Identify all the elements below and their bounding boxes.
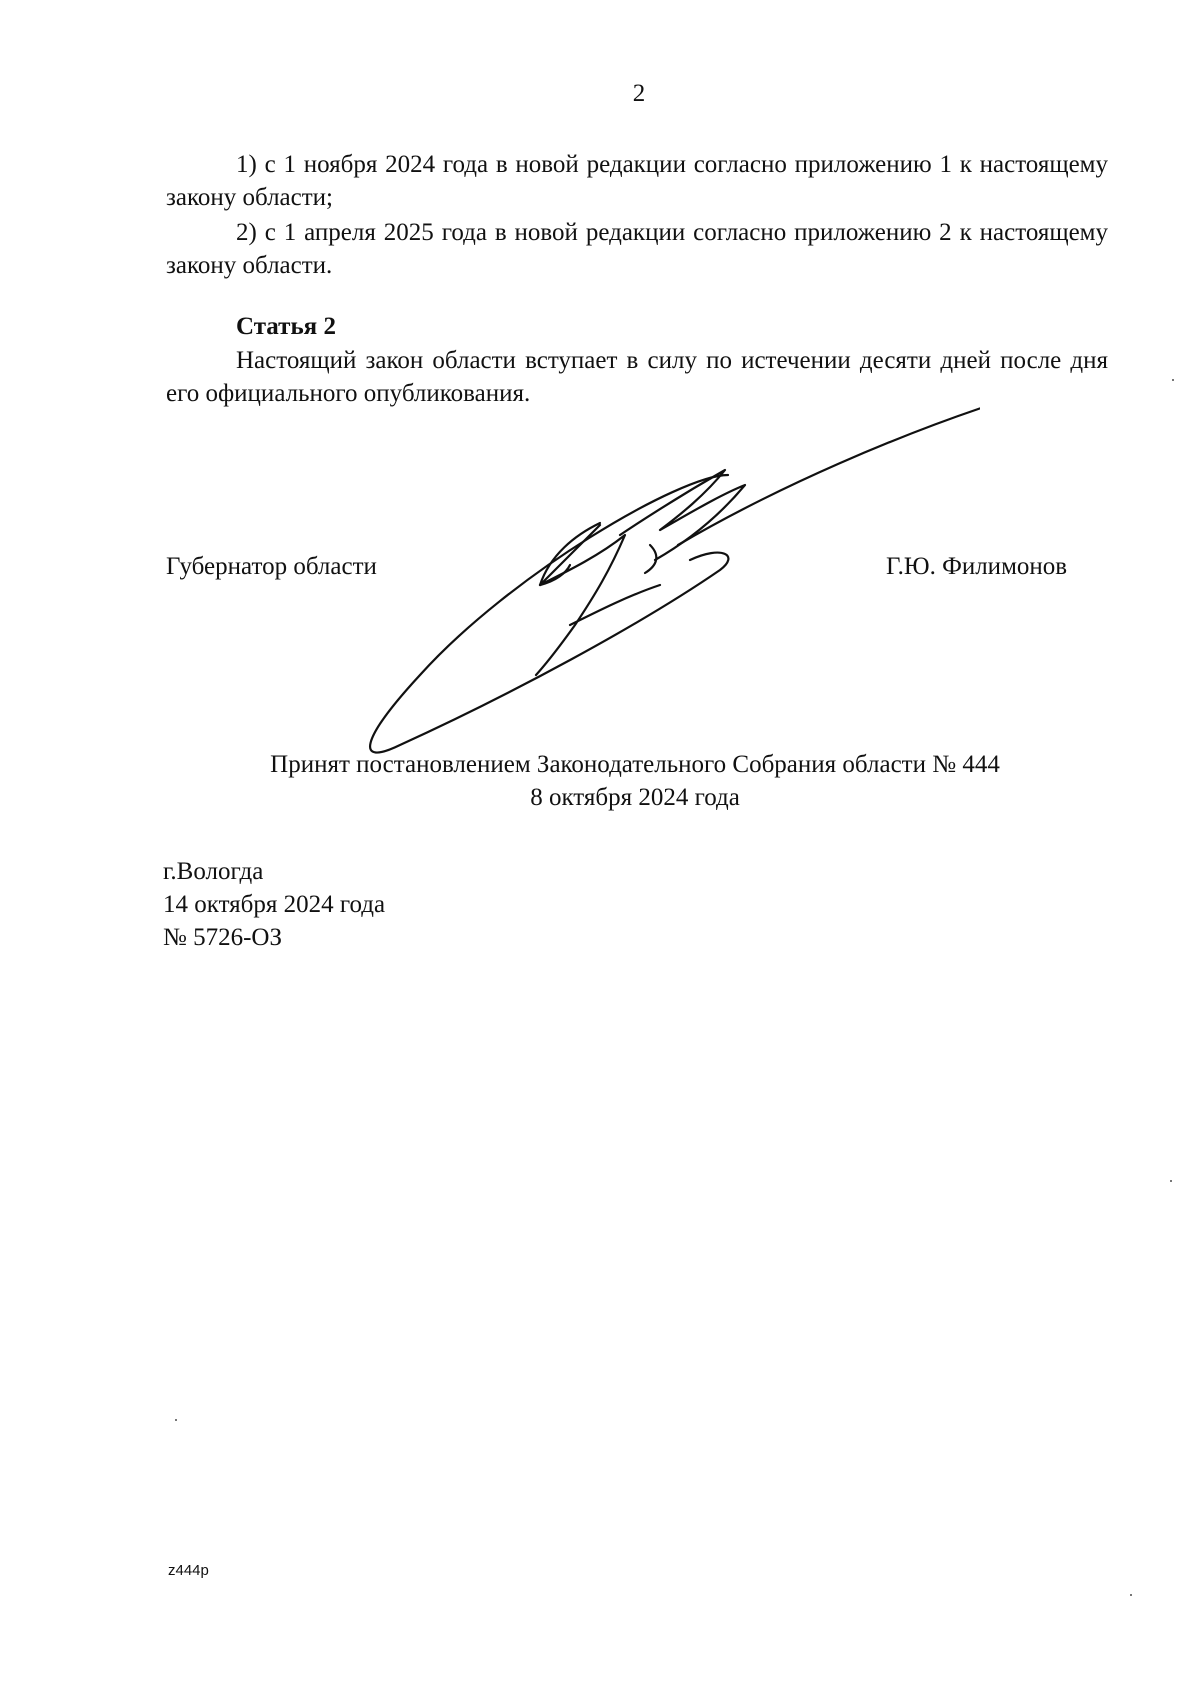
signatory-name: Г.Ю. Филимонов (886, 553, 1068, 580)
article-heading: Статья 2 (236, 313, 336, 340)
list-item-1-line-1: 1) с 1 ноября 2024 года в новой редакции согласно приложению 1 (236, 151, 952, 178)
place-date-block (163, 855, 385, 954)
adoption-note (0, 748, 1200, 814)
scan-speck (175, 1419, 177, 1421)
list-item-2 (166, 216, 1108, 282)
scan-speck (1172, 379, 1174, 381)
place: г.Вологда (163, 858, 264, 885)
list-item-1-line-2: к настоящему закону области; (166, 151, 1108, 211)
article-text-line-1: Настоящий закон области вступает в силу по истечении десяти дней (236, 347, 991, 374)
adoption-date: 8 октября 2024 года (530, 784, 740, 811)
signing-date: 14 октября 2024 года (163, 891, 386, 918)
document-code: z444p (168, 1562, 209, 1579)
scan-speck (1170, 1180, 1172, 1182)
list-item-2-line-1: 2) с 1 апреля 2025 года в новой редакции согласно приложению 2 (236, 219, 952, 246)
article-text-line-2: после дня его официального опубликования. (166, 347, 1108, 407)
article-text (166, 344, 1108, 410)
adoption-line: Принят постановлением Законодательного Собрания области № 444 (270, 751, 1000, 778)
scan-speck (1130, 1594, 1132, 1596)
list-item-1 (166, 148, 1108, 214)
page-number: 2 (632, 80, 646, 107)
signatory-position: Губернатор области (166, 553, 377, 580)
law-number: № 5726-ОЗ (163, 924, 283, 951)
list-item-2-line-2: к настоящему закону области. (166, 219, 1109, 279)
